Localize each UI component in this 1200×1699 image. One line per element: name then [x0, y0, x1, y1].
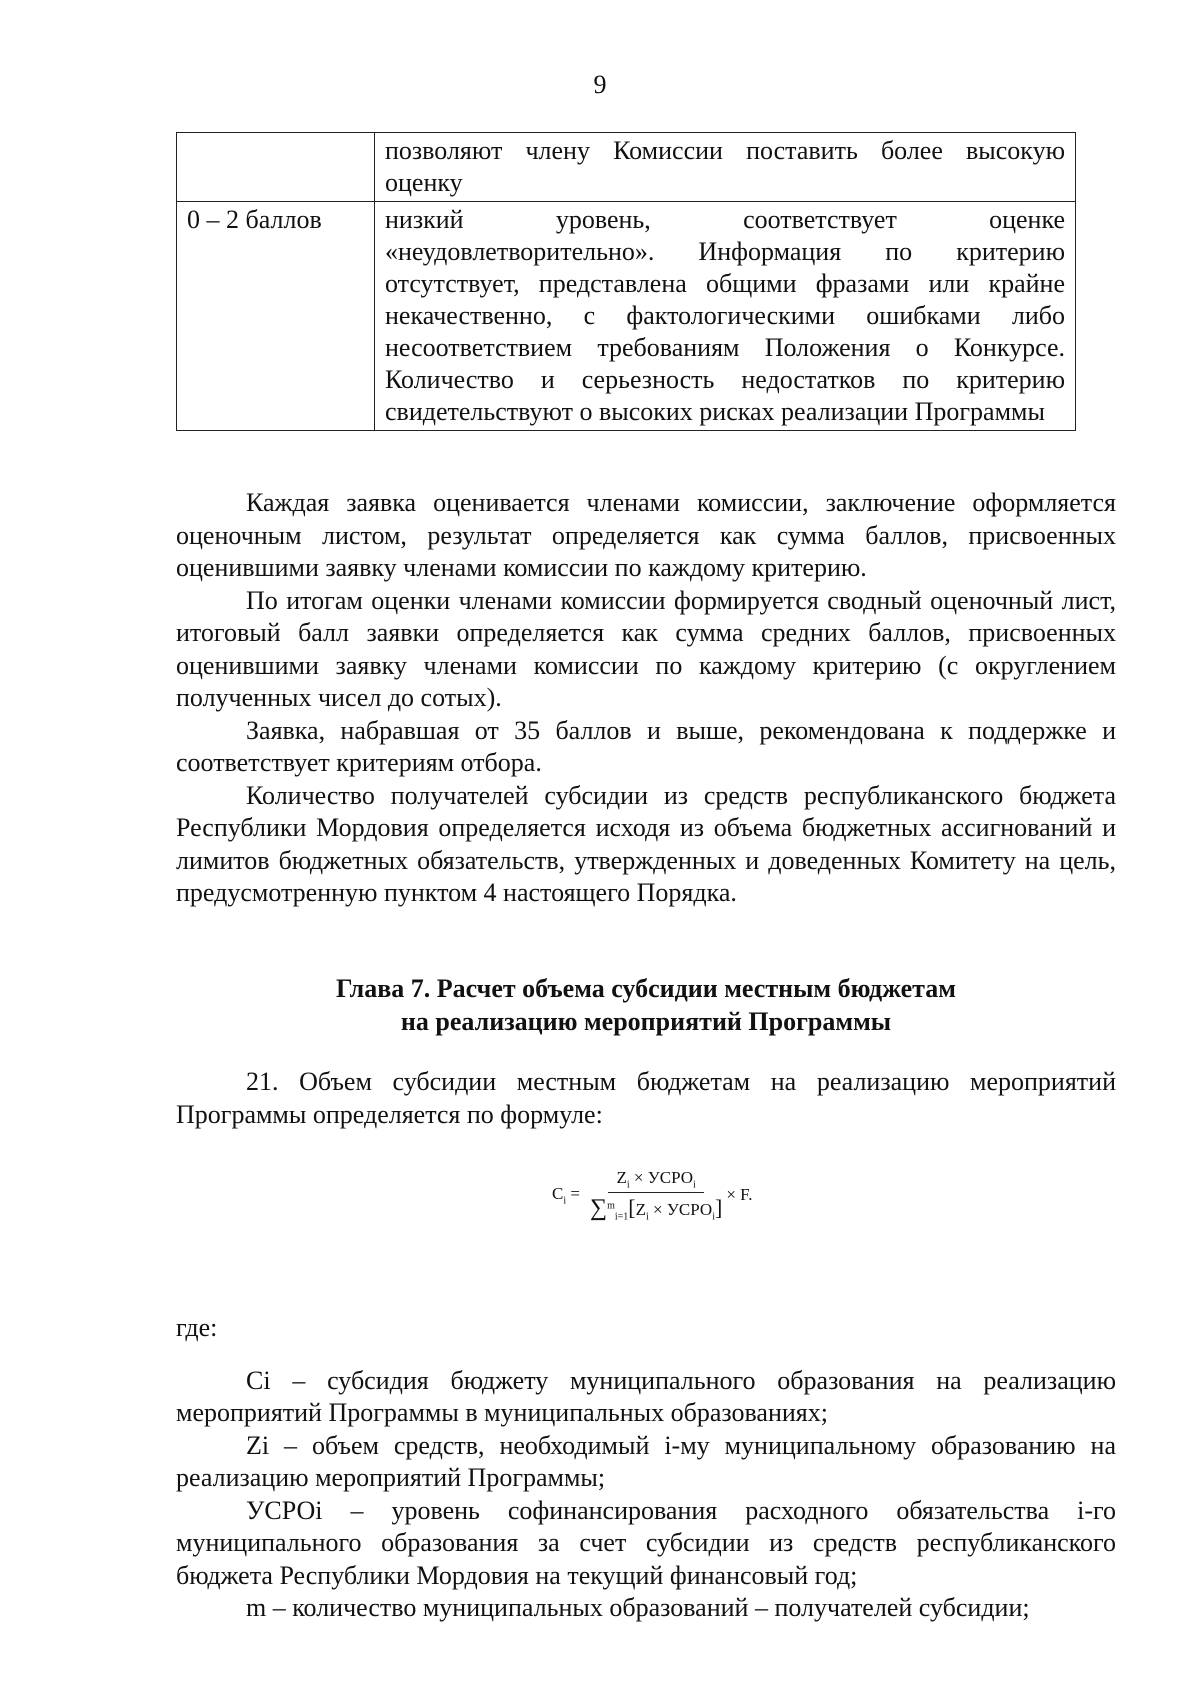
paragraph: Каждая заявка оценивается членами комиссии, заключение оформляется оценочным листом, результат определяется как сумма баллов, присвоенных оценившими заявку членами комиссии по каждому критерию.	[176, 488, 1116, 582]
criteria-table	[176, 132, 1076, 431]
definition-item: Zi – объем средств, необходимый i-му муниципальному образованию на реализацию мероприятий Программы;	[176, 1430, 1116, 1492]
evaluation-paragraphs	[176, 487, 1116, 910]
definition-item: Ci – субсидия бюджету муниципального образования на реализацию мероприятий Программы в муниципальных образованиях;	[176, 1365, 1116, 1427]
formula-lhs: $C_i$ =	[552, 1184, 580, 1207]
paragraph: Количество получателей субсидии из средств республиканского бюджета Республики Мордовия определяется исходя из объема бюджетных ассигнований и лимитов бюджетных обязательств, утвержденных и доведенных Комитету на цель, предусмотренную пунктом 4 настоящего Порядка.	[176, 780, 1116, 907]
chapter-heading	[176, 972, 1116, 1038]
paragraph-21-block	[176, 1066, 1116, 1131]
formula-denominator: $\sum^m_{i=1}[Z_i$ × $УСРО_i$]	[589, 1195, 723, 1223]
where-label: где:	[176, 1313, 218, 1342]
definition-item: УСРОi – уровень софинансирования расходного обязательства i-го муниципального образования за счет субсидии из средств республиканского бюджета Республики Мордовия на текущий финансовый год;	[176, 1495, 1116, 1590]
score-cell	[177, 133, 375, 202]
score-cell: 0 – 2 баллов	[177, 202, 375, 431]
paragraph: Заявка, набравшая от 35 баллов и выше, рекомендована к поддержке и соответствует критериям отбора.	[176, 715, 1116, 777]
description-cell: позволяют члену Комиссии поставить более высокую оценку	[375, 133, 1076, 202]
page-number: 9	[593, 70, 607, 99]
heading-line: Глава 7. Расчет объема субсидии местным бюджетам	[336, 974, 956, 1003]
definition-item: m – количество муниципальных образований – получателей субсидии;	[246, 1593, 1030, 1622]
description-cell: низкий уровень, соответствует оценке «неудовлетворительно». Информация по критерию отсутствует, представлена общими фразами или крайне некачественно, с фактологическими ошибками либо несоответствием требованиям Положения о Конкурсе. Количество и серьезность недостатков по критерию свидетельствуют о высоких рисках реализации Программы	[375, 202, 1076, 431]
subsidy-formula	[552, 1168, 753, 1223]
paragraph-21: 21. Объем субсидии местным бюджетам на реализацию мероприятий Программы определяется по формуле:	[176, 1067, 1116, 1129]
paragraph: По итогам оценки членами комиссии формируется сводный оценочный лист, итоговый балл заявки определяется как сумма средних баллов, присвоенных оценившими заявку членами комиссии по каждому критерию (с округлением полученных чисел до сотых).	[176, 585, 1116, 712]
table-row	[177, 133, 1076, 202]
definitions-block	[176, 1312, 1116, 1625]
formula-tail: × F.	[726, 1185, 753, 1205]
sigma-symbol: ∑	[589, 1195, 608, 1222]
formula-numerator: $Z_i$ × $УСРО_i$	[608, 1168, 703, 1193]
formula-fraction	[590, 1168, 722, 1223]
heading-line: на реализацию мероприятий Программы	[400, 1007, 892, 1036]
table-row	[177, 202, 1076, 431]
